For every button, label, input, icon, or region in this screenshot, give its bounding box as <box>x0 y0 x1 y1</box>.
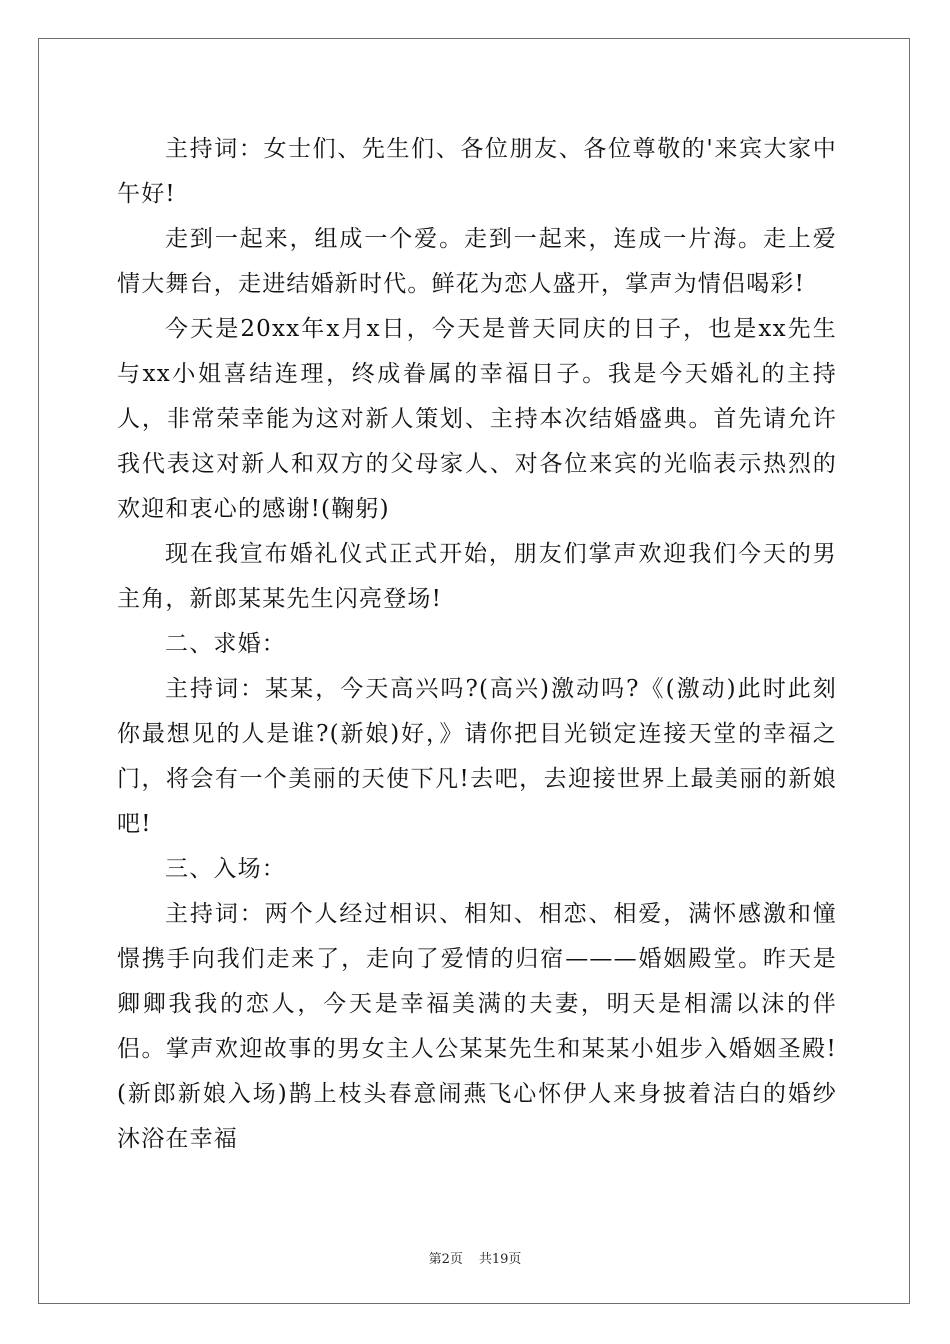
paragraph-greeting: 主持词：女士们、先生们、各位朋友、各位尊敬的'来宾大家中午好! <box>117 136 837 207</box>
paragraph-proposal: 主持词：某某，今天高兴吗?(高兴)激动吗?《(激动)此时此刻你最想见的人是谁?(新娘)好，》请你把目光锁定连接天堂的幸福之门，将会有一个美丽的天使下凡!去吧，去迎接世界上最美丽的新娘吧! <box>117 676 837 837</box>
paragraph-ceremony-start: 现在我宣布婚礼仪式正式开始，朋友们掌声欢迎我们今天的男主角，新郎某某先生闪亮登场! <box>117 541 837 612</box>
page-number: 第2页 <box>428 1252 463 1267</box>
document-body <box>117 127 837 1162</box>
section-heading-entrance: 三、入场： <box>165 856 286 882</box>
paragraph-introduction: 今天是20xx年x月x日，今天是普天同庆的日子，也是xx先生与xx小姐喜结连理，终成眷属的幸福日子。我是今天婚礼的主持人，非常荣幸能为这对新人策划、主持本次结婚盛典。首先请允许我代表这对新人和双方的父母家人、对各位来宾的光临表示热烈的欢迎和衷心的感谢!(鞠躬) <box>117 316 837 522</box>
paragraph-entrance: 主持词：两个人经过相识、相知、相恋、相爱，满怀感激和憧憬携手向我们走来了，走向了爱情的归宿———婚姻殿堂。昨天是卿卿我我的恋人，今天是幸福美满的夫妻，明天是相濡以沫的伴侣。掌声欢迎故事的男女主人公某某先生和某某小姐步入婚姻圣殿!(新郎新娘入场)鹊上枝头春意闹燕飞心怀伊人来身披着洁白的婚纱沐浴在幸福 <box>117 901 837 1152</box>
section-heading-proposal: 二、求婚： <box>165 631 286 657</box>
paragraph-opening-verse: 走到一起来，组成一个爱。走到一起来，连成一片海。走上爱情大舞台，走进结婚新时代。鲜花为恋人盛开，掌声为情侣喝彩! <box>117 226 837 297</box>
page-total: 共19页 <box>478 1252 522 1267</box>
page-footer <box>0 1248 950 1267</box>
